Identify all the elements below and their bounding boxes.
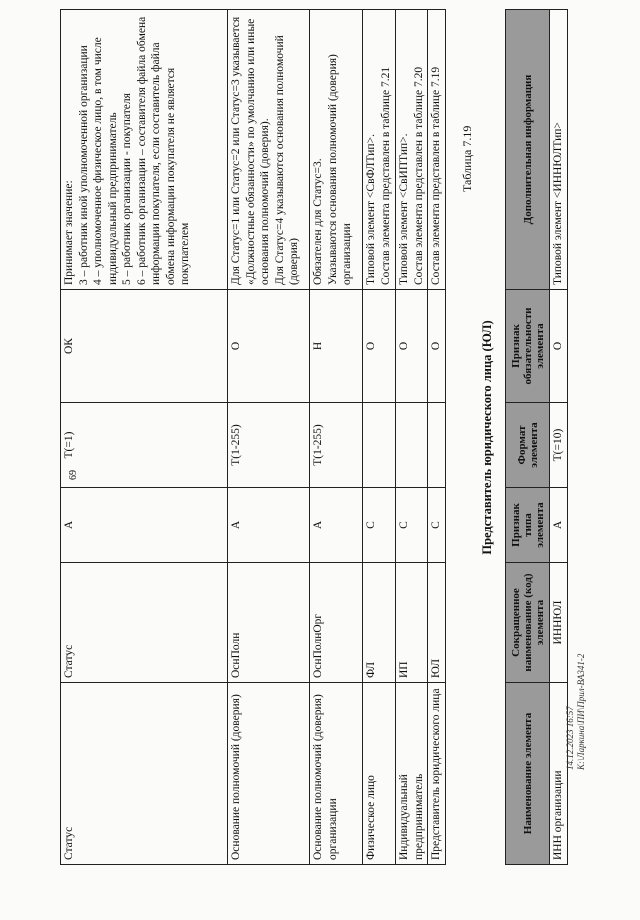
- representative-table: [505, 9, 568, 865]
- element-mandatory: О: [228, 290, 310, 403]
- table-header-row: [506, 10, 550, 865]
- column-header: Дополнительная информация: [506, 10, 550, 290]
- table-caption: Представитель юридического лица (ЮЛ): [480, 320, 494, 555]
- table-row: [228, 10, 310, 865]
- column-header: Наименование элемента: [506, 683, 550, 865]
- element-info: Обязателен для Статус=3. Указываются основания полномочий (доверия) организации: [310, 10, 363, 290]
- column-header: Сокращенное наименование (код) элемента: [506, 563, 550, 683]
- element-info: Типовой элемент <ИННЮЛТип>: [550, 10, 568, 290]
- element-code: ИП: [396, 563, 428, 683]
- element-mandatory: О: [428, 290, 446, 403]
- element-code: ОснПолн: [228, 563, 310, 683]
- table-number: Таблица 7.19: [460, 125, 474, 192]
- table-row: [396, 10, 428, 865]
- element-code: ЮЛ: [428, 563, 446, 683]
- element-info: Принимает значение: 3 – работник иной уполномоченной организации 4 – уполномоченное физическое лицо, в том числе индивидуальный предприниматель 5 – работник организации - покупателя 6 – работник организации – составителя файла обмена информации покупателя, если составитель файла обмена информации покупателя не является покупателем: [61, 10, 228, 290]
- element-code: ОснПолнОрг: [310, 563, 363, 683]
- element-type: С: [428, 488, 446, 563]
- element-format: [363, 403, 396, 488]
- element-name: Индивидуальный предприниматель: [396, 683, 428, 865]
- column-header: Признак обязательности элемента: [506, 290, 550, 403]
- element-name: Физическое лицо: [363, 683, 396, 865]
- element-type: С: [396, 488, 428, 563]
- table-row: [363, 10, 396, 865]
- element-mandatory: О: [396, 290, 428, 403]
- element-format: [428, 403, 446, 488]
- table-row: [61, 10, 228, 865]
- element-info: Состав элемента представлен в таблице 7.19: [428, 10, 446, 290]
- element-type: А: [310, 488, 363, 563]
- element-type: А: [61, 488, 228, 563]
- element-mandatory: ОК: [61, 290, 228, 403]
- element-mandatory: О: [550, 290, 568, 403]
- element-format: T(=10): [550, 403, 568, 488]
- element-info: Типовой элемент <СвФЛТип>. Состав элемента представлен в таблице 7.21: [363, 10, 396, 290]
- element-format: T(1-255): [228, 403, 310, 488]
- table-row: [428, 10, 446, 865]
- element-format: T(1-255): [310, 403, 363, 488]
- column-header: Признак типа элемента: [506, 488, 550, 563]
- element-format: T(=1): [61, 403, 228, 488]
- element-format: [396, 403, 428, 488]
- element-name: Представитель юридического лица: [428, 683, 446, 865]
- column-header: Формат элемента: [506, 403, 550, 488]
- element-name: Основание полномочий (доверия): [228, 683, 310, 865]
- element-name: Основание полномочий (доверия) организации: [310, 683, 363, 865]
- element-info: Типовой элемент <СвИПТип>. Состав элемента представлен в таблице 7.20: [396, 10, 428, 290]
- element-code: Статус: [61, 563, 228, 683]
- element-mandatory: Н: [310, 290, 363, 403]
- element-type: А: [228, 488, 310, 563]
- page-number: 69: [68, 470, 79, 480]
- element-name: Статус: [61, 683, 228, 865]
- element-name: ИНН организации: [550, 683, 568, 865]
- table-row: [310, 10, 363, 865]
- element-mandatory: О: [363, 290, 396, 403]
- element-type: С: [363, 488, 396, 563]
- elements-table: [60, 9, 446, 865]
- element-code: ФЛ: [363, 563, 396, 683]
- element-type: А: [550, 488, 568, 563]
- element-info: Для Статус=1 или Статус=2 или Статус=3 указывается «Должностные обязанности» по умолчанию или иные основания полномочий (доверия). Для Статус=4 указываются основания полномочий (доверия): [228, 10, 310, 290]
- element-code: ИННЮЛ: [550, 563, 568, 683]
- print-stamp: 14.12.2023 16:57 К:\Ларкина\ПИ\Прил-ВА341-2: [565, 653, 586, 770]
